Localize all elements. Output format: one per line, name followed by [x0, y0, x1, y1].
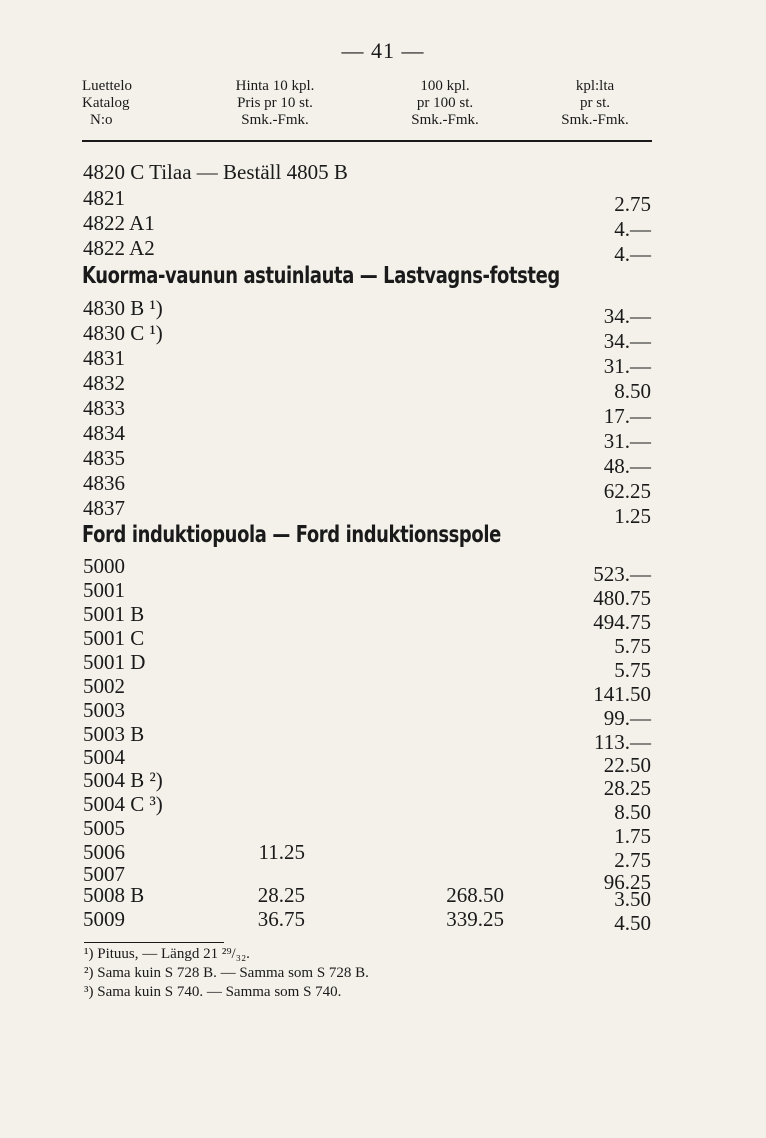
table-row	[0, 626, 766, 658]
catalog-number: 5001	[83, 578, 125, 602]
table-row	[0, 471, 766, 503]
header-price-each-column	[540, 78, 650, 129]
price-each: 62.25	[603, 479, 651, 503]
catalog-number: 4833	[83, 396, 125, 420]
catalog-number: 4834	[83, 421, 125, 445]
table-row	[0, 186, 766, 216]
header-price-10-column	[210, 78, 340, 129]
price-each: 99.—	[603, 706, 651, 730]
catalog-number: 4835	[83, 446, 125, 470]
table-row	[0, 792, 766, 824]
table-row	[0, 346, 766, 378]
catalog-number: 5005	[83, 816, 125, 840]
table-row	[0, 554, 766, 586]
table-row	[0, 578, 766, 610]
catalog-number: 4830 C ¹)	[83, 321, 163, 345]
footnote: ¹) Pituus, — Längd 21 ²⁹/₃₂.	[84, 946, 250, 962]
price-each: 4.—	[614, 217, 651, 241]
catalog-number: 5004	[83, 745, 125, 769]
price-each: 96.25	[603, 870, 651, 894]
catalog-number: 5007	[83, 862, 125, 886]
header-label: Smk.-Fmk.	[411, 112, 479, 128]
catalog-number: 4830 B ¹)	[83, 296, 163, 320]
price-10: 11.25	[258, 840, 305, 864]
price-each: 3.50	[614, 887, 651, 911]
price-each: 28.25	[603, 776, 651, 800]
header-label: Smk.-Fmk.	[561, 112, 629, 128]
table-row	[0, 698, 766, 730]
catalog-number: 5000	[83, 554, 125, 578]
catalog-number: 4820 C Tilaa — Beställ 4805 B	[83, 160, 348, 184]
header-divider	[82, 140, 652, 142]
header-label: kpl:lta	[575, 78, 615, 94]
table-row	[0, 371, 766, 403]
price-100: 339.25	[446, 907, 504, 931]
price-each: 494.75	[593, 610, 651, 634]
price-each: 523.—	[593, 562, 651, 586]
header-catalog-column	[82, 78, 132, 129]
footnote: ²) Sama kuin S 728 B. — Samma som S 728 B.	[84, 965, 369, 981]
table-row	[0, 421, 766, 453]
catalog-number: 5006	[83, 840, 125, 864]
catalog-number: 5002	[83, 674, 125, 698]
price-each: 4.—	[614, 242, 651, 266]
catalog-number: 5001 C	[83, 626, 145, 650]
header-label: pr st.	[580, 95, 610, 111]
header-label: 100 kpl.	[420, 78, 470, 94]
table-row	[0, 722, 766, 754]
catalog-number: 5004 B ²)	[83, 768, 163, 792]
price-each: 31.—	[603, 429, 651, 453]
price-each: 5.75	[614, 634, 651, 658]
price-each: 22.50	[603, 753, 651, 777]
header-label: N:o	[90, 112, 113, 128]
header-label: Pris pr 10 st.	[237, 95, 313, 111]
price-each: 2.75	[614, 848, 651, 872]
catalog-number: 5003 B	[83, 722, 145, 746]
price-each: 2.75	[614, 192, 651, 216]
price-10: 28.25	[257, 883, 305, 907]
catalog-number: 5008 B	[83, 883, 145, 907]
catalog-number: 4836	[83, 471, 125, 495]
price-each: 141.50	[593, 682, 651, 706]
table-row	[0, 396, 766, 428]
price-each: 113.—	[594, 730, 651, 754]
table-row	[0, 745, 766, 777]
table-row	[0, 321, 766, 353]
header-label: Smk.-Fmk.	[241, 112, 309, 128]
catalog-number: 4831	[83, 346, 125, 370]
price-each: 1.75	[614, 824, 651, 848]
price-each: 31.—	[603, 354, 651, 378]
table-row	[0, 296, 766, 328]
catalog-number: 5009	[83, 907, 125, 931]
section-heading: Ford induktiopuola — Ford induktionsspole	[82, 522, 501, 548]
table-row	[0, 650, 766, 682]
table-row	[0, 674, 766, 706]
catalog-number: 4821	[83, 186, 125, 210]
catalog-number: 5004 C ³)	[83, 792, 163, 816]
table-row	[0, 602, 766, 634]
catalog-number: 4822 A2	[83, 236, 155, 260]
price-each: 480.75	[593, 586, 651, 610]
price-10: 36.75	[257, 907, 305, 931]
table-row	[0, 160, 766, 184]
table-row	[0, 496, 766, 528]
table-row	[0, 907, 766, 935]
footnote: ³) Sama kuin S 740. — Samma som S 740.	[84, 984, 342, 1000]
catalog-number: 4837	[83, 496, 125, 520]
table-row	[0, 816, 766, 848]
table-row	[0, 768, 766, 800]
price-each: 1.25	[614, 504, 651, 528]
header-label: Hinta 10 kpl.	[235, 78, 315, 94]
table-row	[0, 446, 766, 478]
footnote-divider	[84, 942, 224, 943]
table-row	[0, 211, 766, 241]
catalog-number: 4832	[83, 371, 125, 395]
price-each: 8.50	[614, 800, 651, 824]
catalog-number: 4822 A1	[83, 211, 155, 235]
price-100: 268.50	[446, 883, 504, 907]
header-label: Katalog	[82, 95, 130, 111]
catalog-number: 5001 D	[83, 650, 146, 674]
header-label: pr 100 st.	[416, 95, 474, 111]
table-row	[0, 236, 766, 266]
section-heading: Kuorma-vaunun astuinlauta — Lastvagns-fotsteg	[82, 263, 560, 289]
price-each: 48.—	[603, 454, 651, 478]
table-row	[0, 840, 766, 872]
price-each: 4.50	[614, 911, 651, 935]
price-each: 34.—	[603, 304, 651, 328]
price-each: 17.—	[603, 404, 651, 428]
page-number: — 41 —	[341, 38, 425, 63]
price-each: 34.—	[603, 329, 651, 353]
price-each: 8.50	[614, 379, 651, 403]
catalog-number: 5003	[83, 698, 125, 722]
header-price-100-column	[390, 78, 500, 129]
header-label: Luettelo	[82, 78, 132, 94]
price-each: 5.75	[614, 658, 651, 682]
table-row	[0, 883, 766, 911]
catalog-number: 5001 B	[83, 602, 145, 626]
